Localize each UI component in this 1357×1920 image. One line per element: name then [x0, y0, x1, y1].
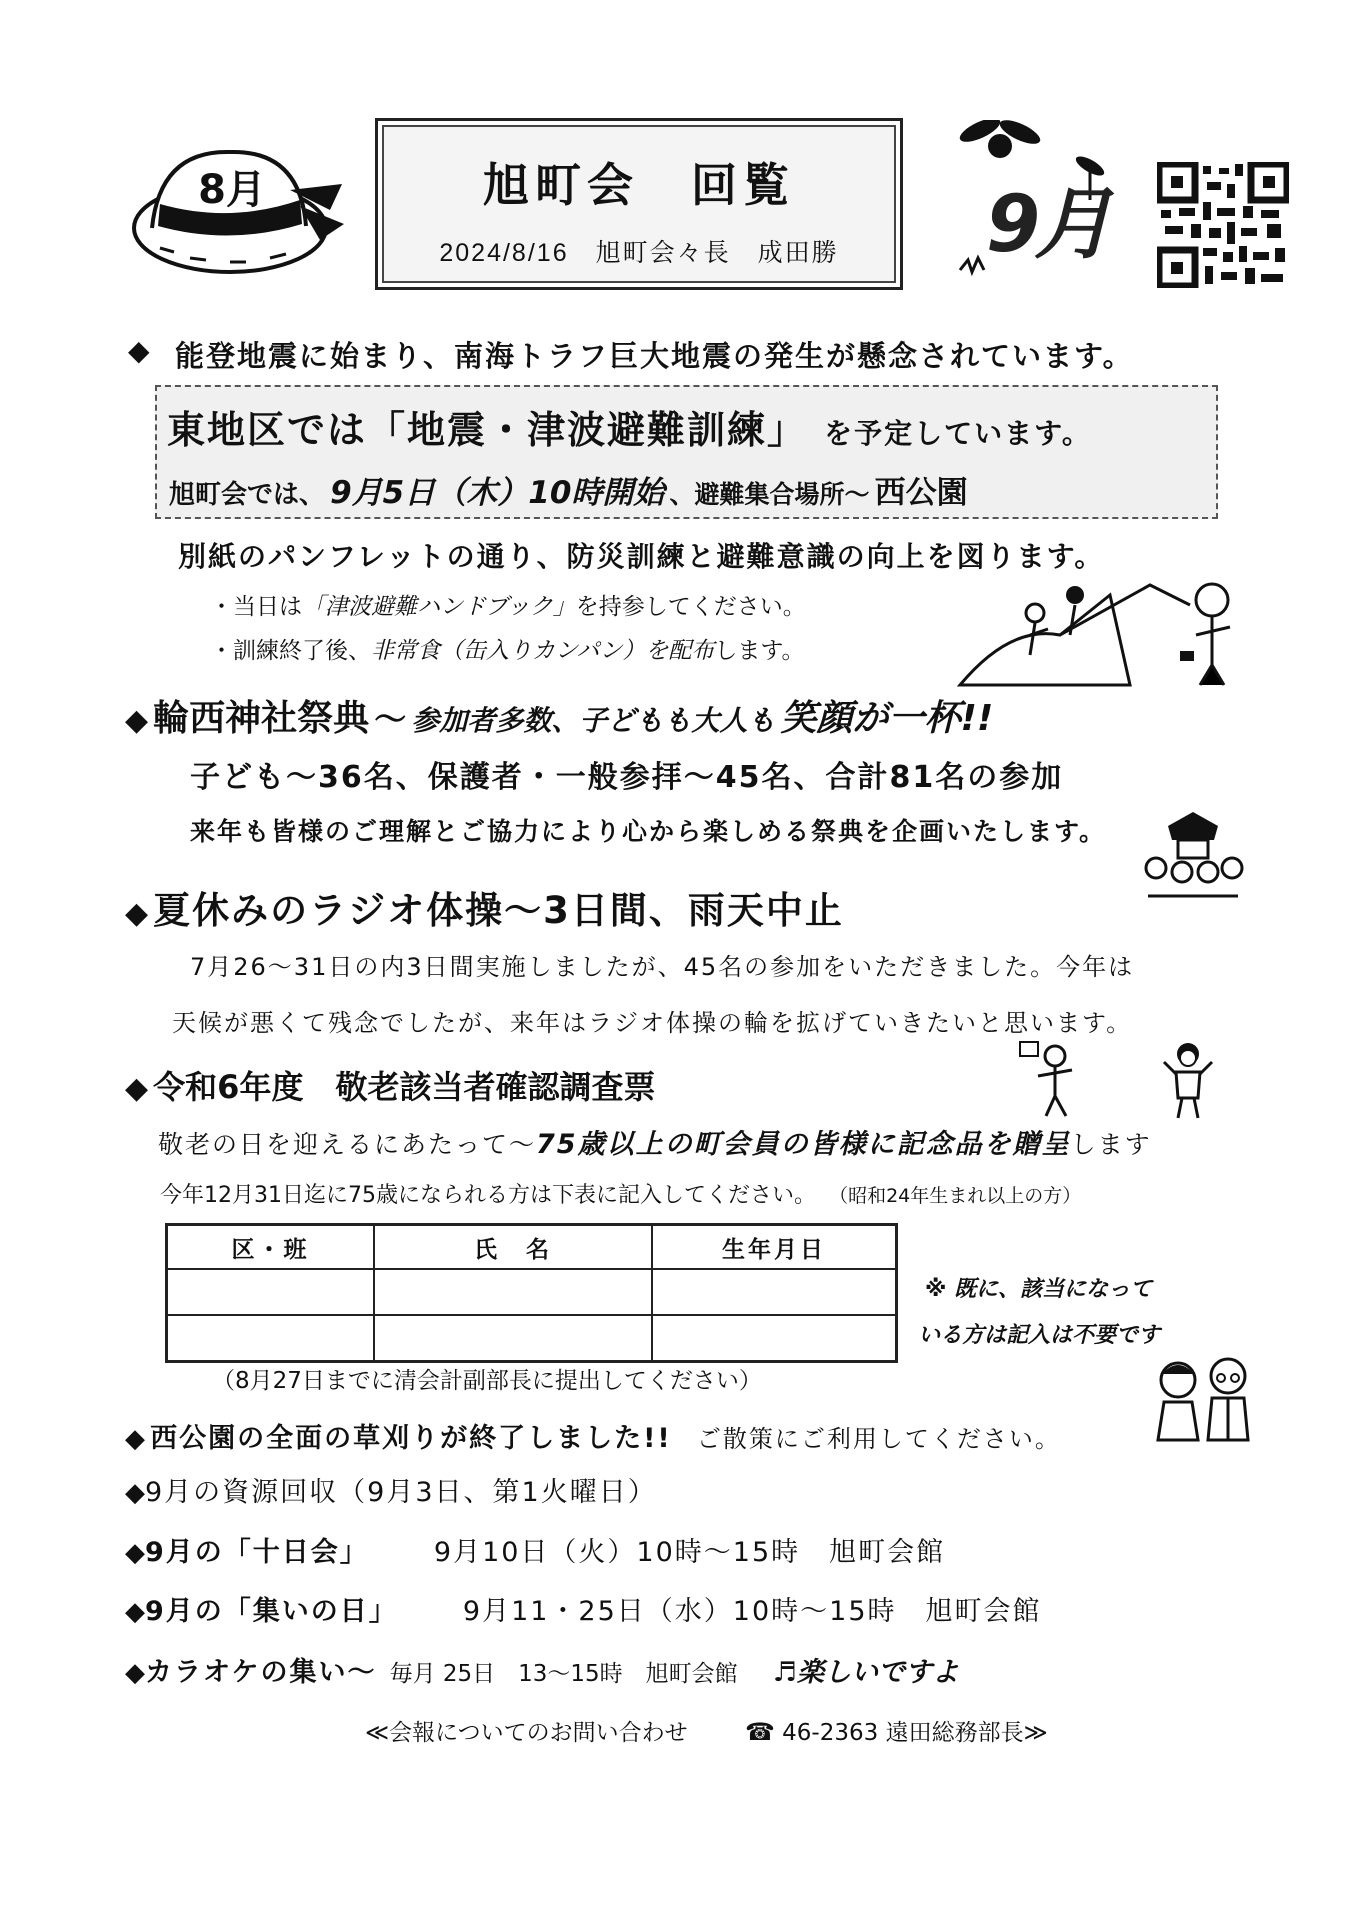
table-header-row	[167, 1225, 897, 1270]
notice-tsudoi: ◆9月の「集いの日」 9月11・25日（水）10時～15時 旭町会館	[125, 1596, 1042, 1627]
column-header-birthdate: 生年月日	[652, 1225, 897, 1270]
drill-announcement-box	[155, 385, 1218, 519]
title-box	[375, 118, 903, 290]
drill-datetime: 9月5日（木）10時開始	[330, 475, 665, 511]
elderly-title: 令和6年度 敬老該当者確認調査票	[153, 1068, 656, 1106]
elderly-side-note-2: いる方は記入は不要です	[918, 1323, 1161, 1348]
radio-line2: 天候が悪くて残念でしたが、来年はラジオ体操の輪を拡げていきたいと思います。	[172, 1009, 1133, 1037]
drill-item-handbook: ・当日は「津波避難ハンドブック」を持参してください。	[210, 594, 806, 620]
festival-smile: 笑顔が一杯!!	[780, 698, 994, 739]
notice-park: ◆ 西公園の全面の草刈りが終了しました!! ご散策にご利用してください。	[125, 1423, 1061, 1454]
column-header-district: 区・班	[167, 1225, 375, 1270]
festival-subtitle: 参加者多数、子どもも大人も	[411, 704, 776, 737]
radio-title: 夏休みのラジオ体操～3日間、雨天中止	[153, 889, 844, 932]
table-row	[167, 1269, 897, 1315]
august-badge: 8月	[198, 167, 266, 213]
drill-assembly-place: 西公園	[874, 475, 968, 511]
elderly-survey-table	[165, 1223, 898, 1363]
drill-assembly-label: 、避難集合場所～	[669, 480, 870, 509]
elderly-gift-notice: 75歳以上の町会員の皆様に記念品を贈呈	[536, 1129, 1071, 1160]
qr-code-icon	[1157, 162, 1289, 292]
table-cell-district[interactable]	[167, 1315, 375, 1362]
evacuation-climb-illustration	[950, 565, 1240, 695]
drill-note: 別紙のパンフレットの通り、防災訓練と避難意識の向上を図ります。	[178, 540, 1105, 573]
elderly-deadline: （8月27日までに清会計副部長に提出してください）	[212, 1368, 762, 1394]
issue-date-author: 2024/8/16 旭町会々長 成田勝	[439, 239, 839, 267]
elderly-side-note-1: ※ 既に、該当になって	[925, 1277, 1153, 1302]
table-cell-birthdate[interactable]	[652, 1315, 897, 1362]
bullet-diamond-icon: ◆	[128, 334, 150, 367]
notice-karaoke: ◆カラオケの集い～ 毎月 25日 13～15時 旭町会館 ♬楽しいですよ	[125, 1657, 959, 1688]
festival-heading: ◆ 輪西神社祭典 ～ 参加者多数、子どもも大人も 笑顔が一杯!!	[125, 698, 994, 739]
festival-stats: 子ども～36名、保護者・一般参拝～45名、合計81名の参加	[190, 760, 1064, 795]
elderly-line1: 敬老の日を迎えるにあたって～75歳以上の町会員の皆様に記念品を贈呈します	[158, 1129, 1152, 1160]
bullet-diamond-icon: ◆	[125, 896, 149, 931]
bullet-diamond-icon: ◆	[125, 1424, 145, 1454]
page-title: 旭町会 回覧	[483, 158, 795, 212]
elderly-line2: 今年12月31日迄に75歳になられる方は下表に記入してください。 （昭和24年生まれ以上の方）	[160, 1183, 1082, 1208]
elderly-couple-illustration	[1148, 1352, 1258, 1442]
table-cell-name[interactable]	[374, 1315, 652, 1362]
mikoshi-children-illustration	[1138, 806, 1248, 906]
table-row	[167, 1315, 897, 1362]
september-illustration	[940, 120, 1120, 294]
bullet-diamond-icon: ◆	[125, 1658, 145, 1688]
column-header-name: 氏 名	[374, 1225, 652, 1270]
drill-headline-suffix: を予定しています。	[824, 417, 1092, 450]
table-cell-birthdate[interactable]	[652, 1269, 897, 1315]
september-label: 9月	[986, 180, 1107, 270]
bullet-diamond-icon: ◆	[125, 1597, 145, 1627]
table-cell-district[interactable]	[167, 1269, 375, 1315]
bullet-diamond-icon: ◆	[125, 1478, 145, 1508]
table-cell-name[interactable]	[374, 1269, 652, 1315]
bullet-diamond-icon: ◆	[125, 703, 149, 738]
festival-note: 来年も皆様のご理解とご協力により心から楽しめる祭典を企画いたします。	[190, 817, 1107, 846]
bullet-diamond-icon: ◆	[125, 1538, 145, 1568]
drill-headline: 東地区では「地震・津波避難訓練」	[167, 408, 808, 452]
drill-detail-prefix: 旭町会では、	[169, 480, 326, 510]
notice-tooka: ◆9月の「十日会」 9月10日（火）10時～15時 旭町会館	[125, 1537, 946, 1568]
drill-item-ration: ・訓練終了後、非常食（缶入りカンパン）を配布します。	[210, 638, 805, 664]
straw-hat-icon	[130, 140, 350, 284]
radio-heading	[125, 880, 844, 934]
notice-recycle: ◆9月の資源回収（9月3日、第1火曜日）	[125, 1477, 657, 1508]
festival-title: 輪西神社祭典	[153, 698, 370, 739]
footer-contact: ≪会報についてのお問い合わせ ☎ 46-2363 遠田総務部長≫	[365, 1718, 1048, 1746]
phone-icon: ☎	[744, 1718, 775, 1746]
elderly-heading	[125, 1062, 655, 1108]
exercising-children-illustration	[1010, 1040, 1220, 1120]
earthquake-lead: 能登地震に始まり、南海トラフ巨大地震の発生が懸念されています。	[175, 339, 1134, 373]
radio-line1: 7月26～31日の内3日間実施しましたが、45名の参加をいただきました。今年は	[190, 953, 1135, 981]
bullet-diamond-icon: ◆	[125, 1071, 149, 1106]
